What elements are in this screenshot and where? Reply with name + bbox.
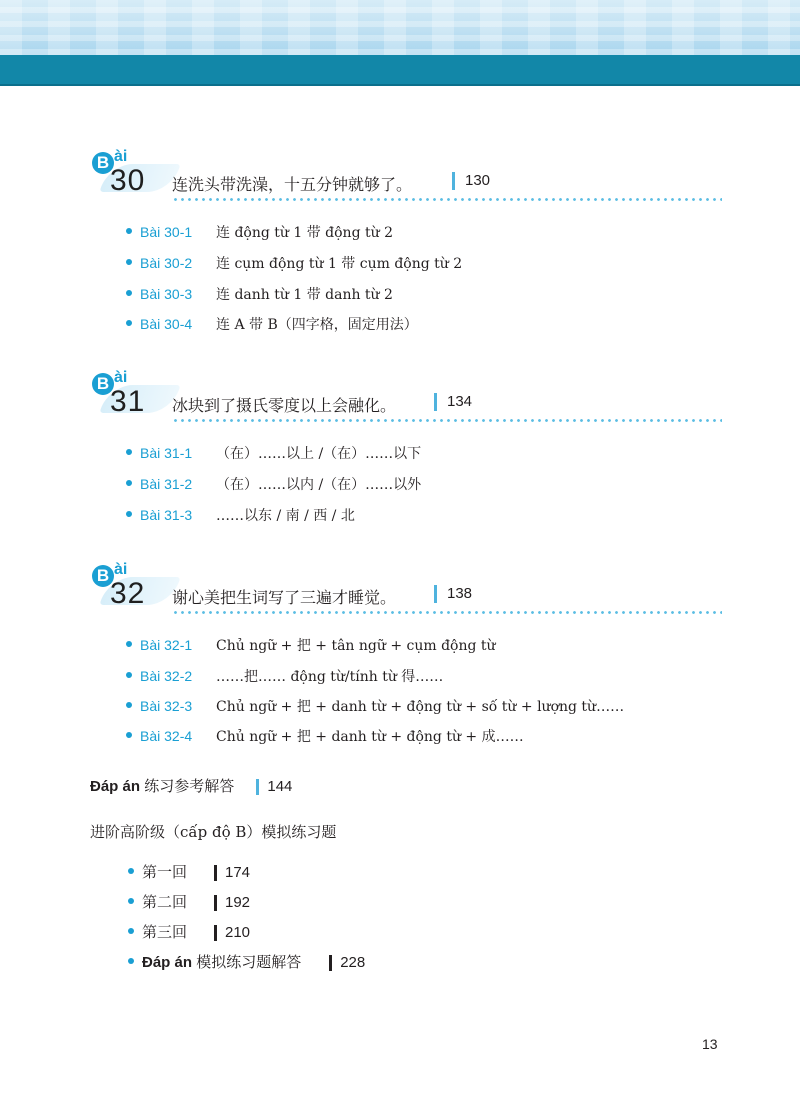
item-text: Chủ ngữ + 把 + danh từ + động từ + số từ + lượng từ…… [216, 699, 625, 715]
bullet-icon [126, 228, 132, 234]
answers-entry[interactable] [90, 775, 292, 796]
item-text: Chủ ngữ + 把 + danh từ + động từ + 成…… [216, 729, 524, 745]
item-code: Bài 31-1 [140, 445, 193, 461]
lesson-number: 30 [110, 164, 146, 197]
badge-suffix: ài [114, 148, 128, 165]
bullet-icon [126, 259, 132, 265]
mock-test-label: 第三回 [142, 923, 188, 941]
item-text: 连 động từ 1 带 động từ 2 [216, 225, 393, 241]
mock-test-page: 210 [214, 925, 250, 941]
lesson-page-ref[interactable]: 138 [434, 585, 472, 603]
item-text: 连 cụm động từ 1 带 cụm động từ 2 [216, 256, 463, 272]
answers-page-ref: 144 [256, 779, 292, 795]
header-bar-edge [0, 84, 800, 86]
mock-test-label: 第一回 [142, 863, 188, 881]
item-text: Chủ ngữ + 把 + tân ngữ + cụm động từ [216, 638, 496, 654]
bullet-icon [126, 702, 132, 708]
dotted-divider [172, 419, 722, 422]
dotted-divider [172, 198, 722, 201]
lesson-32 [90, 563, 730, 753]
lesson-31 [90, 371, 730, 531]
badge-letter: B [92, 152, 114, 174]
item-code: Bài 30-4 [140, 316, 193, 332]
bullet-icon [128, 958, 134, 964]
page-number: 13 [702, 1036, 718, 1052]
list-item[interactable] [126, 635, 496, 655]
lesson-page-ref[interactable]: 130 [452, 172, 490, 190]
mock-test-item[interactable] [128, 861, 250, 882]
list-item[interactable] [126, 314, 418, 334]
list-item[interactable] [126, 726, 524, 746]
answers-label: Đáp án [90, 778, 141, 795]
item-code: Bài 30-1 [140, 224, 193, 240]
item-code: Bài 32-1 [140, 637, 193, 653]
item-text: 连 A 带 B（四字格，固定用法） [216, 317, 418, 333]
badge-suffix: ài [114, 369, 128, 386]
item-code: Bài 30-2 [140, 255, 193, 271]
bullet-icon [126, 641, 132, 647]
item-code: Bài 31-2 [140, 476, 193, 492]
lesson-number: 32 [110, 577, 146, 610]
mock-answer-title: 模拟练习题解答 [196, 953, 302, 971]
mock-answer-page: 228 [329, 955, 365, 971]
item-code: Bài 32-3 [140, 698, 193, 714]
lesson-page-ref[interactable]: 134 [434, 393, 472, 411]
bullet-icon [126, 480, 132, 486]
dotted-divider [172, 611, 722, 614]
item-text: （在）……以内 /（在）……以外 [216, 477, 422, 493]
mock-test-page: 192 [214, 895, 250, 911]
item-code: Bài 31-3 [140, 507, 193, 523]
list-item[interactable] [126, 222, 393, 242]
item-text: （在）……以上 /（在）……以下 [216, 446, 422, 462]
lesson-number: 31 [110, 385, 146, 418]
bullet-icon [126, 449, 132, 455]
list-item[interactable] [126, 696, 624, 716]
bullet-icon [128, 928, 134, 934]
bullet-icon [126, 290, 132, 296]
mock-test-item[interactable] [128, 921, 250, 942]
header-bar [0, 55, 800, 85]
bullet-icon [126, 320, 132, 326]
mock-tests-heading [90, 821, 336, 842]
list-item[interactable] [126, 253, 462, 273]
lesson-30 [90, 150, 730, 340]
mock-answer-item[interactable] [128, 951, 365, 972]
lesson-title[interactable]: 连洗头带洗澡，十五分钟就够了。 [172, 175, 413, 194]
badge-letter: B [92, 565, 114, 587]
mock-test-page: 174 [214, 865, 250, 881]
answers-title: 练习参考解答 [144, 777, 235, 795]
list-item[interactable] [126, 474, 421, 494]
mock-heading-text: 进阶高阶级（cấp độ B）模拟练习题 [90, 823, 337, 841]
bullet-icon [126, 672, 132, 678]
bullet-icon [128, 868, 134, 874]
mock-test-item[interactable] [128, 891, 250, 912]
lesson-title[interactable]: 冰块到了摄氏零度以上会融化。 [172, 396, 397, 415]
mock-test-label: 第二回 [142, 893, 188, 911]
item-code: Bài 30-3 [140, 286, 193, 302]
item-text: 连 danh từ 1 带 danh từ 2 [216, 287, 393, 303]
list-item[interactable] [126, 443, 421, 463]
badge-suffix: ài [114, 561, 128, 578]
item-code: Bài 32-2 [140, 668, 193, 684]
list-item[interactable] [126, 666, 443, 686]
lesson-title[interactable]: 谢心美把生词写了三遍才睡觉。 [172, 588, 397, 607]
item-text: ……以东 / 南 / 西 / 北 [216, 508, 355, 524]
bullet-icon [128, 898, 134, 904]
bullet-icon [126, 511, 132, 517]
list-item[interactable] [126, 505, 355, 525]
header-banner [0, 0, 800, 55]
item-code: Bài 32-4 [140, 728, 193, 744]
badge-letter: B [92, 373, 114, 395]
item-text: ……把…… động từ/tính từ 得…… [216, 669, 444, 685]
list-item[interactable] [126, 284, 393, 304]
mock-answer-label: Đáp án [142, 954, 193, 971]
bullet-icon [126, 732, 132, 738]
